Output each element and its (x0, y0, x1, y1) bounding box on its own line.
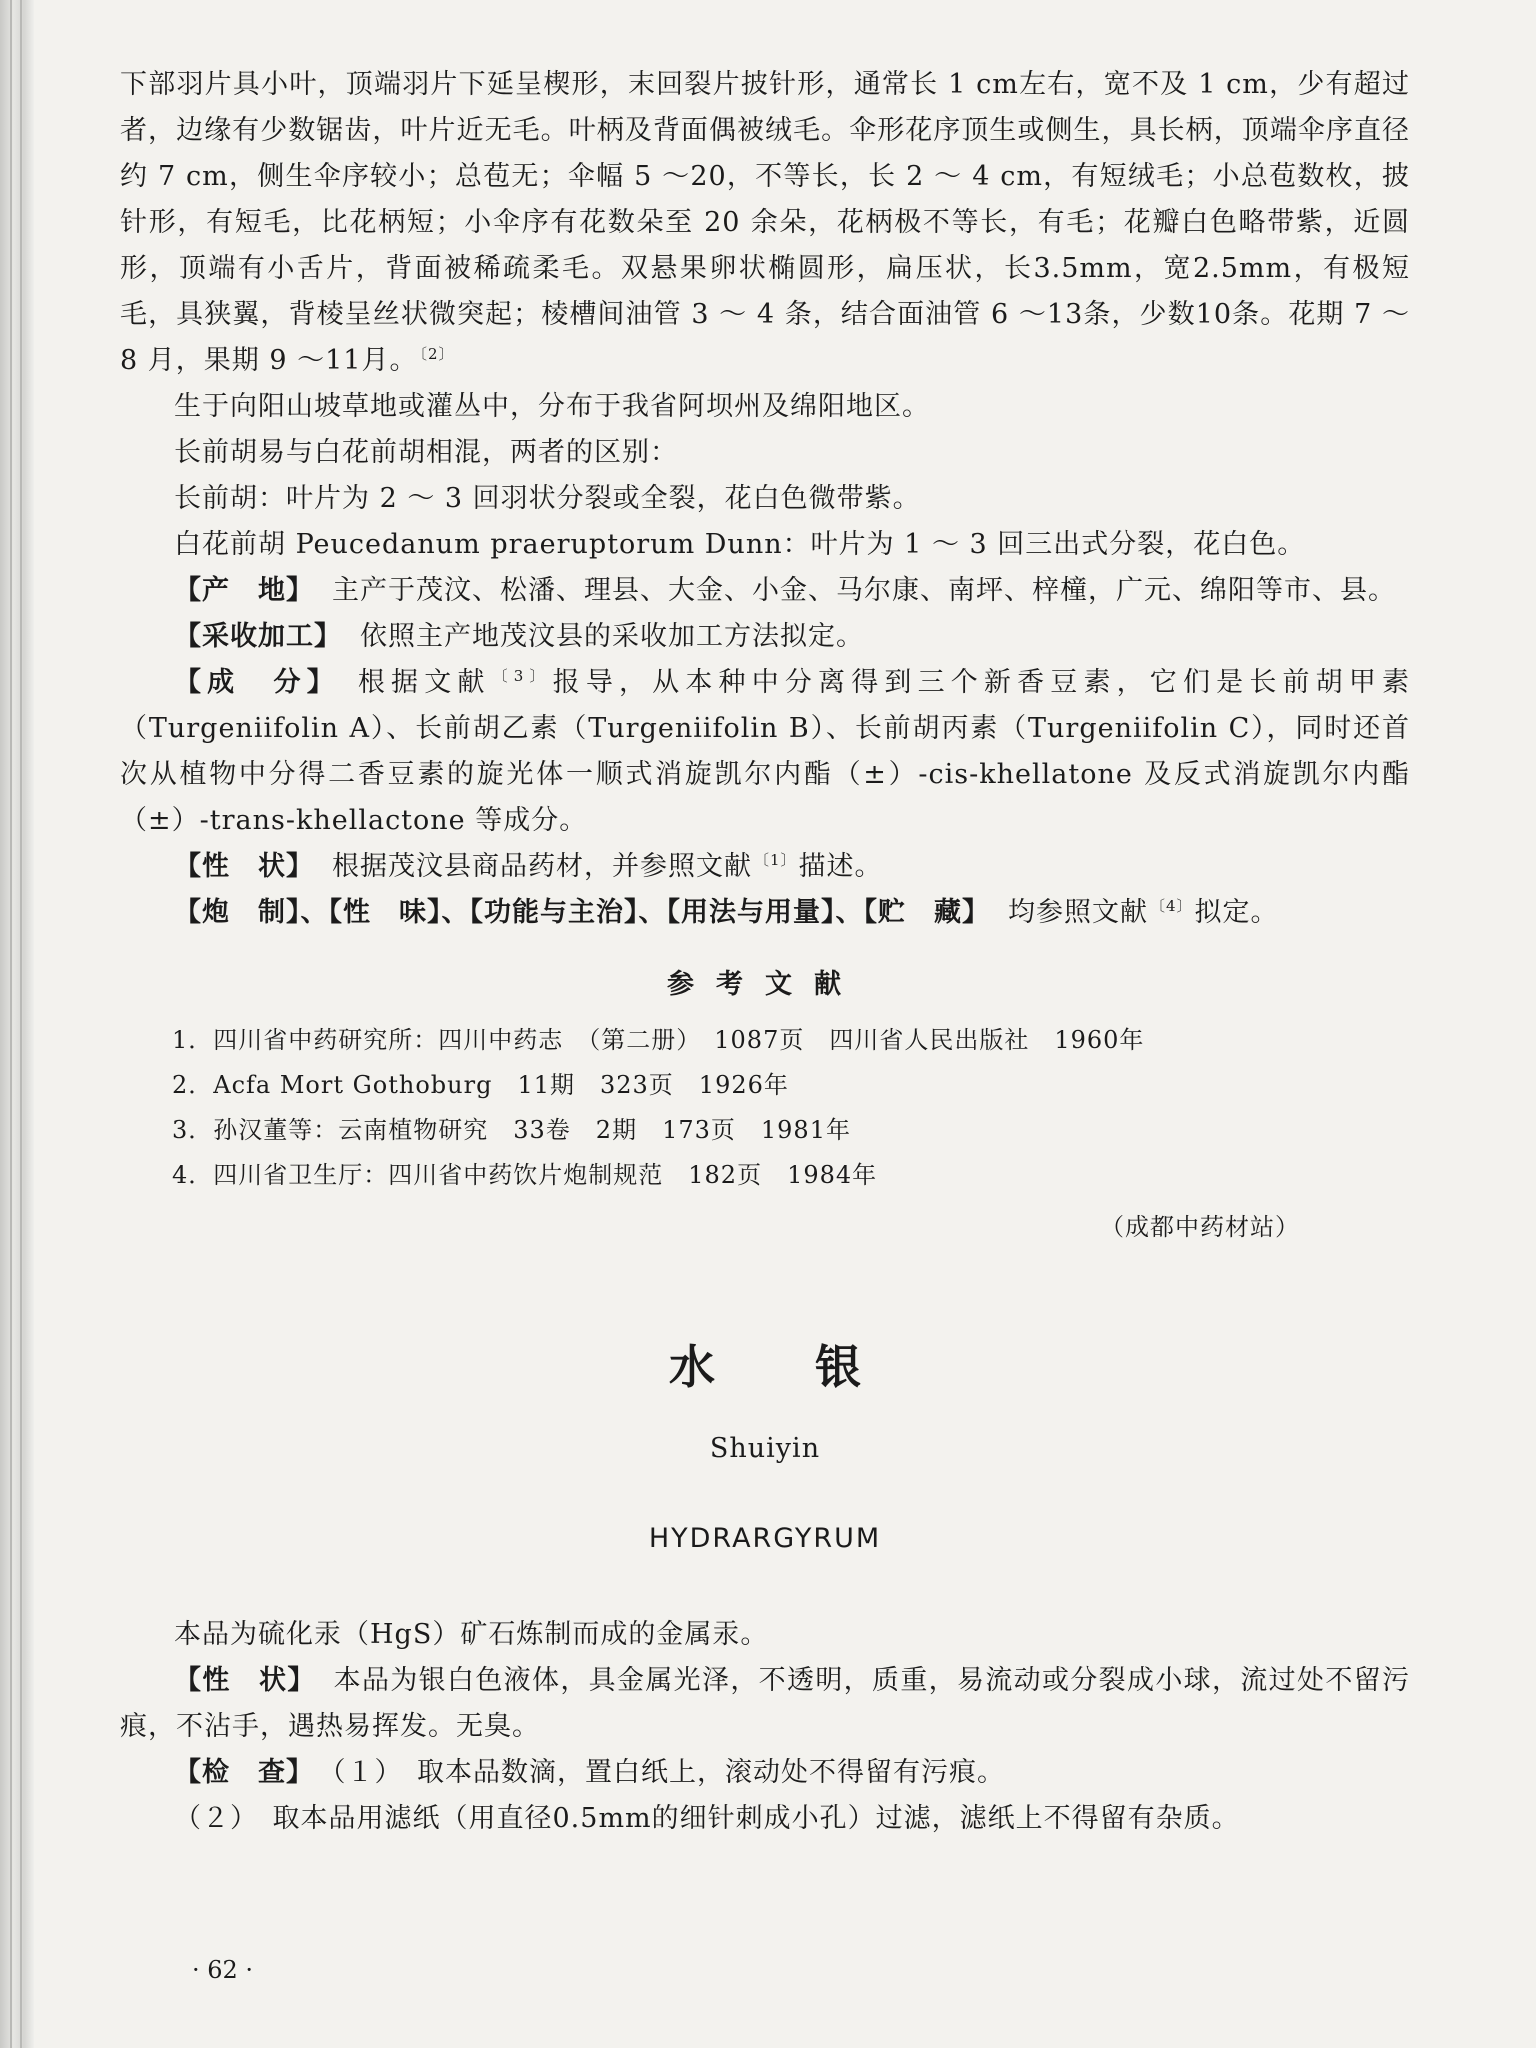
distinction-line-1: 长前胡：叶片为 2 ～ 3 回羽状分裂或全裂，花白色微带紫。 (174, 483, 921, 514)
section-label: 【性 状】 (174, 851, 314, 882)
habitat-paragraph: 生于向阳山坡草地或灌丛中，分布于我省阿坝州及绵阳地区。 (174, 391, 930, 422)
reference-item: 3．孙汉董等：云南植物研究 33卷 2期 173页 1981年 (172, 1116, 851, 1144)
book-spine-shadow (0, 0, 34, 2048)
entry-pinyin: Shuiyin (709, 1433, 821, 1464)
reference-item: 1．四川省中药研究所：四川中药志 （第二册） 1087页 四川省人民出版社 1960年 (172, 1026, 1145, 1054)
confusion-paragraph: 长前胡易与白花前胡相混，两者的区别： (174, 437, 678, 468)
entry-intro: 本品为硫化汞（HgS）矿石炼制而成的金属汞。 (174, 1619, 769, 1650)
reference-item: 4．四川省卫生厅：四川省中药饮片炮制规范 182页 1984年 (172, 1161, 878, 1189)
contributor-signature: （成都中药材站） (1100, 1213, 1300, 1241)
section-label: 【采收加工】 (174, 621, 342, 652)
entry-section-properties: 【性 状】 本品为银白色液体，具金属光泽，不透明，质重，易流动或分裂成小球，流过处不留污痕，不沾手，遇热易挥发。无臭。 (120, 1665, 1411, 1742)
section-composition: 【成 分】 根据文献 $^{〔3〕}$报导，从本种中分离得到三个新香豆素，它们是长前胡甲素（Turgeniifolin A）、长前胡乙素（Turgeniifolin B）、长前胡丙素（Turgeniifolin C），同时还首次从植物中分得二香豆素的旋光体一顺式消旋凯尔内酯（±）-cis-khellatone 及反式消旋凯尔内酯（±）-trans-khellactone 等成分。 (120, 667, 1411, 836)
citation: 〔1〕 (754, 851, 797, 869)
citation: 〔3〕 (492, 667, 551, 685)
distinction-line-2: 白花前胡 Peucedanum praeruptorum Dunn：叶片为 1 ～ 3 回三出式分裂，花白色。 (174, 529, 1306, 560)
section-harvest: 【采收加工】 依照主产地茂汶县的采收加工方法拟定。 (174, 621, 864, 652)
reference-item: 2．Acfa Mort Gothoburg 11期 323页 1926年 (172, 1071, 789, 1099)
page-body (120, 62, 1410, 1842)
references-heading: 参考文献 (667, 969, 863, 1000)
entry-title: 水银 (669, 1340, 961, 1394)
section-processing: 【炮 制】、【性 味】、【功能与主治】、【用法与用量】、【贮 藏】 均参照文献 $^{〔4〕}$拟定。 (174, 897, 1279, 928)
section-label: 【成 分】 (174, 667, 340, 698)
entry-latin-name: HYDRARGYRUM (648, 1523, 882, 1554)
section-label: 【炮 制】、【性 味】、【功能与主治】、【用法与用量】、【贮 藏】 (174, 897, 990, 928)
references-list (120, 1018, 1410, 1198)
section-label: 【性 状】 (174, 1665, 316, 1696)
page-number: · 62 · (192, 1956, 254, 1984)
entry-section-inspection: 【检 查】 （１） 取本品数滴，置白纸上，滚动处不得留有污痕。 (174, 1757, 1005, 1788)
section-origin: 【产 地】 主产于茂汶、松潘、理县、大金、小金、马尔康、南坪、梓橦，广元、绵阳等市、县。 (174, 575, 1396, 606)
citation: 〔2〕 (419, 345, 455, 363)
section-label: 【产 地】 (174, 575, 314, 606)
citation: 〔4〕 (1150, 897, 1193, 915)
description-continuation: 下部羽片具小叶，顶端羽片下延呈楔形，末回裂片披针形，通常长 1 cm左右，宽不及 1 cm，少有超过者，边缘有少数锯齿，叶片近无毛。叶柄及背面偶被绒毛。伞形花序顶生或侧生，具长柄，顶端伞序直径约 7 cm，侧生伞序较小；总苞无；伞幅 5 ～20，不等长，长 2 ～ 4 cm，有短绒毛；小总苞数枚，披针形，有短毛，比花柄短；小伞序有花数朵至 20 余朵，花柄极不等长，有毛；花瓣白色略带紫，近圆形，顶端有小舌片，背面被稀疏柔毛。双悬果卵状椭圆形，扁压状，长3.5mm，宽2.5mm，有极短毛，具狭翼，背棱呈丝状微突起；棱槽间油管 3 ～ 4 条，结合面油管 6 ～13条，少数10条。花期 7 ～ 8 月，果期 9 ～11月。 $^{〔2〕}$ (120, 69, 1410, 376)
section-label: 【检 查】 (174, 1757, 314, 1788)
section-properties: 【性 状】 根据茂汶县商品药材，并参照文献 $^{〔1〕}$描述。 (174, 851, 883, 882)
entry-inspection-item-2: （２） 取本品用滤纸（用直径0.5mm的细针刺成小孔）过滤，滤纸上不得留有杂质。 (174, 1803, 1240, 1834)
